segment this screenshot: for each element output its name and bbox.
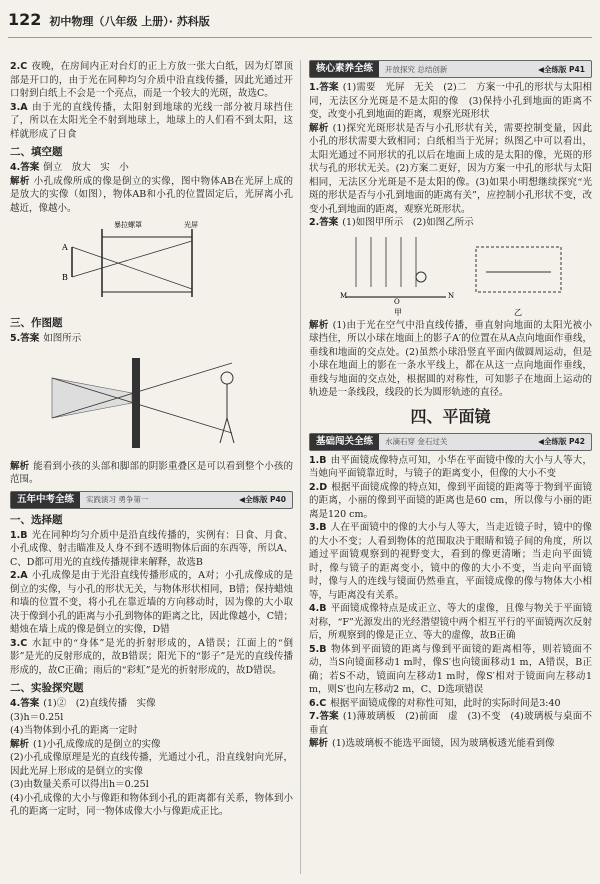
section-experiment: 二、实验探究题	[10, 682, 84, 694]
left-column	[10, 60, 293, 874]
answer-2c: 2.C 夜晚，在房间内正对台灯的正上方放一张大白纸，因为灯罩顶部是开口的，由于光在同种均匀介质中沿直线传播，因此光通过开口射到白纸上不会是一个亮点，而是一个较大的光斑，故选C。	[10, 61, 293, 99]
page-header	[8, 10, 210, 34]
explanation-4: 解析 小孔成像所成的像是倒立的实像，图中物体AB在光屏上成的是放大的实像（如图），物体AB和小孔的位置固定后，光屏离小孔越近，像越小。	[10, 175, 293, 214]
mirror-answer-5b: 5.B 物体到平面镜的距离与像到平面镜的距离相等，则若镜面不动，当S向镜面移动1 m时，像S′也向镜面移动1 m，A错误，B正确；若S不动，镜面向左移动1 m时，像S′相对于镜面向左移动1 m，则S′也向左移动2 m，C、D选项错误	[309, 643, 592, 695]
mirror-answer-2d: 2.D 根据平面镜成像的特点知，像到平面镜的距离等于物到平面镜的距离，小丽的像到平面镜的距离也是60 cm，所以像与小丽的距离是120 cm。	[309, 481, 592, 520]
answer-4: 4.答案 倒立 放大 实 小	[10, 162, 129, 173]
mirror-answer-6c: 6.C 根据平面镜成像的对称性可知，此时的实际时间是3:40	[309, 697, 561, 709]
exam-answer-1b: 1.B 光在同种均匀介质中是沿直线传播的，实例有：日食、月食、小孔成像、射击瞄准及人身不到不透明物体后面的东西等，所以A、C、D都可用光的直线传播规律来解释，故选B	[10, 529, 293, 568]
answer-3a: 3.A 由于光的直线传播，太阳射到地球的光线一部分被月球挡住了，所以在太阳光全不射到地球上，地球上的人们看不到太阳，这样就形成了日食	[10, 101, 293, 140]
mirror-answer-7: 7.答案 (1)薄玻璃板 (2)前面 虚 (3)不变 (4)玻璃板与桌面不垂直	[309, 711, 592, 736]
exam-answer-2a: 2.A 小孔成像是由于光沿直线传播形成的，A对；小孔成像成的是倒立的实像，与小孔的形状无关，与物体形状相同，B错；保持蜡烛和墙的位置不变，将小孔在靠近墙的方向移动时，因为像的大小取决于像到小孔的距离与小孔到物体的距离之比，因此像越小，C错；蜡烛在墙上成的像是倒立的实像，D错	[10, 570, 293, 635]
banner-five-year-exam: 五年中考全练 实践演习 勇争第一 ◀全练版 P40	[10, 491, 293, 509]
label-yi: 乙	[513, 307, 522, 317]
header-rule	[8, 37, 592, 38]
banner-core-literacy: 核心素养全练 开放探究 总结创新 ◀全练版 P41	[309, 60, 592, 78]
ball-shadow-figure	[326, 232, 576, 317]
label-screen: 光屏	[183, 221, 198, 229]
label-n: N	[447, 291, 454, 300]
section-fill-blank: 二、填空题	[10, 146, 63, 158]
column-divider	[300, 60, 301, 874]
mirror-answer-3b: 3.B 人在平面镜中的像的大小与人等大，当走近镜子时，镜中的像的大小不变；人看到物体的范围取决于眼睛和镜子间的角度，所以通过平面镜观察到的视野变大，看到的像更清晰；当走向平面镜时，像与镜子的距离变小，镜中的像的大小不变，当走向平面镜时，像与人的连线与镜面仍然垂直，平面镜成像的像与物体大小相等，与距离没有关系。	[309, 522, 592, 601]
core-answer-1: 1.答案 (1)需要 光屏 无关 (2)二 方案一中孔的形状与太阳相同，无法区分光斑是不是太阳的像 (3)保持小孔到地面的距离不变，改变小孔到地面的距离，观察光斑形状	[309, 82, 592, 120]
label-a: A	[61, 243, 68, 252]
shadow-figure	[32, 348, 272, 458]
mirror-explanation-7: 解析 (1)选玻璃板不能选平面镜，因为玻璃板透光能看到像	[309, 738, 555, 749]
section-multiple-choice: 一、选择题	[10, 513, 63, 526]
label-b: B	[61, 273, 68, 282]
pinhole-figure	[42, 217, 262, 312]
exam-explanation-4-4: (4)小孔成像的大小与像距和物体到小孔的距离都有关系，物体到小孔的距离一定时，同一物体成像大小与像距成正比。	[10, 792, 293, 817]
page-number: 122	[8, 10, 42, 29]
exam-explanation-4-3: (3)由数量关系可以得出h＝0.25l	[10, 779, 149, 790]
label-lamp: 暴拉螺罩	[113, 221, 142, 229]
label-m: M	[339, 291, 347, 300]
core-explanation-1: 解析 (1)探究光斑形状是否与小孔形状有关，需要控制变量，因此小孔的形状需要大致相同；白纸相当于光屏；纵图乙中可以看出，太阳光通过不同形状的孔以后在地面上成的是太阳的像，光斑的形状与孔的形状无关。(2)方案二更好，因为方案一中孔的形状与太阳相同，无法区分光斑是不是太阳的像。(3)如果小明想继续探究“光斑的形状是否与小孔到地面的距离有关”，应控制小孔形状不变，改变小孔到地面的距离，观察光斑形状。	[309, 122, 592, 215]
exam-explanation-4-2: (2)小孔成像原理是光的直线传播，光通过小孔，沿直线射向光屏，因此光屏上形成的是倒立的实像	[10, 752, 293, 777]
page-title: 初中物理（八年级 上册）· 苏科版	[49, 15, 210, 28]
core-answer-2: 2.答案 (1)如图甲所示 (2)如图乙所示	[309, 217, 474, 228]
label-o: O	[393, 297, 400, 306]
core-explanation-2: 解析 (1)由于光在空气中沿直线传播，垂直射向地面的太阳光被小球挡住，所以小球在地面上的影子A′的位置在从A点向地面作垂线，垂线和地面的交点处。(2)虽然小球沿竖直平面内做圆周运动，但是小球在地面上的影在一条水平线上，都在从这一点向地面作垂线，垂线与地面的交点处，根据圆的对称性，可知影子在地面上运动的轨迹是一条线段，线段的长为圆形轨迹的直径。	[309, 319, 592, 398]
answer-5: 5.答案 如图所示	[10, 333, 82, 344]
right-column	[309, 60, 592, 874]
mirror-answer-4b: 4.B 平面镜成像特点是成正立、等大的虚像，且像与物关于平面镜对称，“F”光源发出的光经潜望镜中两个相互平行的平面镜两次反射后，所观察到的像是正立、等大的虚像，故B正确	[309, 603, 592, 641]
mirror-answer-1b: 1.B 由平面镜成像特点可知，小华在平面镜中像的大小与人等大，当她向平面镜靠近时，与镜子的距离变小，但像的大小不变	[309, 454, 592, 479]
exam-answer-4-line3: (4)当物体到小孔的距离一定时	[10, 725, 138, 736]
exam-answer-4-line2: (3)h＝0.25l	[10, 711, 64, 723]
banner-basic-levels: 基础闯关全练 水滴石穿 金石过关 ◀全练版 P42	[309, 433, 592, 451]
chapter-title: 四、平面镜	[410, 406, 491, 426]
exam-answer-4: 4.答案 (1)② (2)直线传播 实像	[10, 698, 156, 709]
exam-answer-3c: 3.C 水缸中的“身体”是光的折射形成的，A错误；江面上的“倒影”是光的反射形成的，故B错误；阳光下的“影子”是光的直线传播形成的，故C正确；雨后的“彩虹”是光的折射形成的，故D错误。	[10, 637, 293, 676]
explanation-5: 解析 能看到小孩的头部和脚部的阴影重叠区是可以看到整个小孩的范围。	[10, 460, 293, 485]
exam-explanation-4: 解析 (1)小孔成像成的是倒立的实像	[10, 738, 161, 750]
section-drawing: 三、作图题	[10, 317, 63, 329]
label-jia: 甲	[393, 307, 402, 317]
